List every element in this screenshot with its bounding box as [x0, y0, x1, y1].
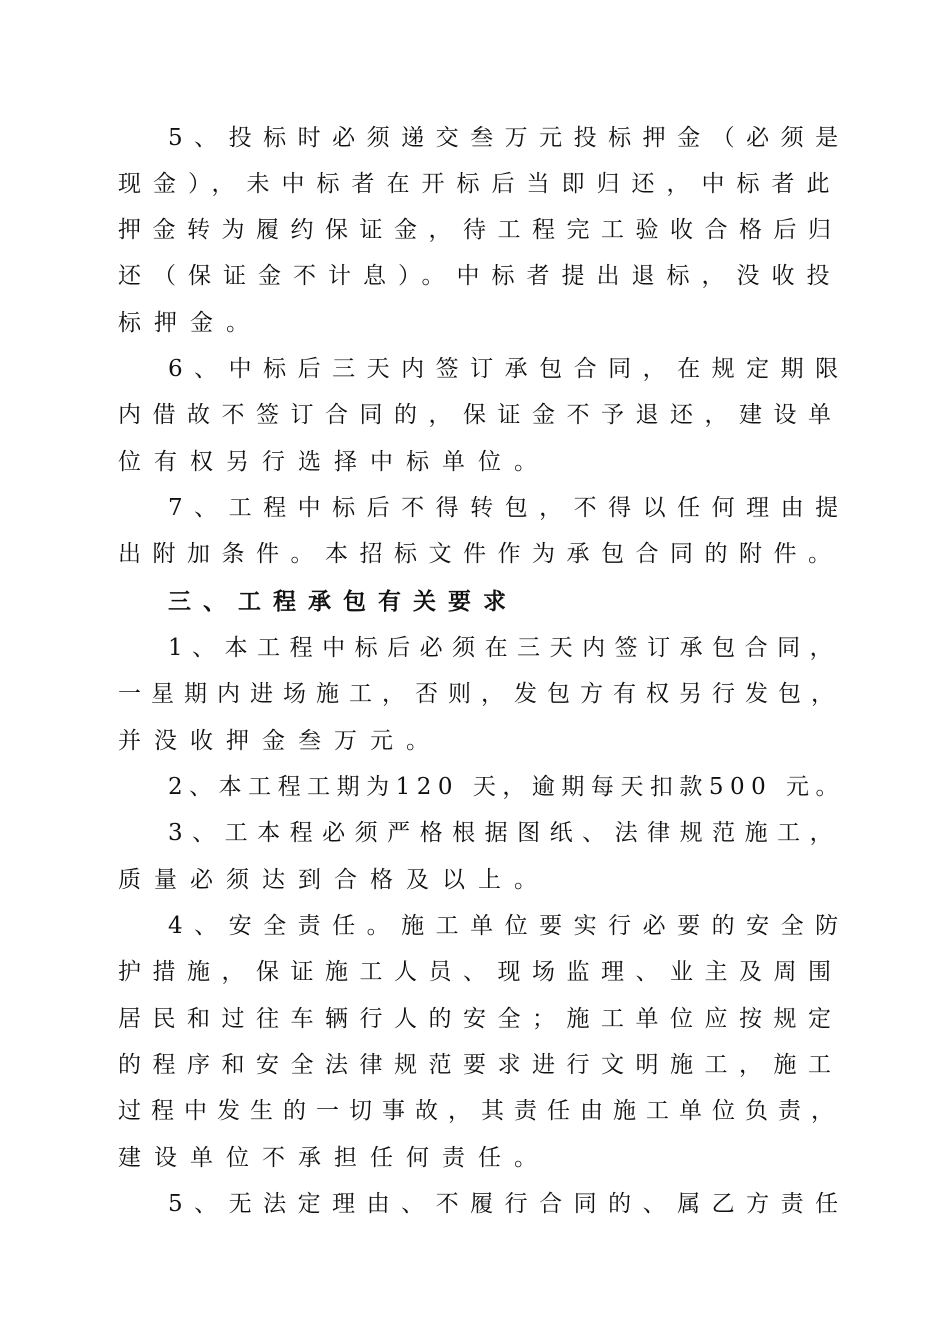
text-line: 3、工本程必须严格根据图纸、法律规范施工，	[168, 820, 843, 846]
text-line: 7、工程中标后不得转包，不得以任何理由提	[168, 495, 850, 521]
text-line: 过程中发生的一切事故，其责任由施工单位负责，	[118, 1098, 844, 1124]
text-line: 标押金。	[118, 310, 262, 336]
text-line: 并没收押金叁万元。	[118, 728, 442, 754]
text-line: 居民和过往车辆行人的安全；施工单位应按规定	[118, 1006, 843, 1032]
text-line: 的程序和安全法律规范要求进行文明施工，施工	[118, 1052, 843, 1078]
text-line: 一星期内进场施工，否则，发包方有权另行发包，	[118, 681, 844, 707]
text-line: 建设单位不承担任何责任。	[118, 1145, 550, 1171]
text-line: 出附加条件。本招标文件作为承包合同的附件。	[118, 541, 843, 567]
section-heading: 三、工程承包有关要求	[168, 588, 518, 615]
text-line: 护措施，保证施工人员、现场监理、业主及周围	[118, 959, 843, 985]
text-line: 2、本工程工期为120 天，逾期每天扣款500 元。	[168, 774, 846, 800]
text-line: 押金转为履约保证金，待工程完工验收合格后归	[118, 217, 843, 243]
text-line: 5、投标时必须递交叁万元投标押金（必须是	[168, 125, 850, 151]
text-line: 5、无法定理由、不履行合同的、属乙方责任	[168, 1191, 850, 1217]
text-line: 内借故不签订合同的，保证金不予退还，建设单	[118, 402, 843, 428]
text-line: 6、中标后三天内签订承包合同，在规定期限	[168, 356, 850, 382]
text-line: 1、本工程中标后必须在三天内签订承包合同，	[168, 635, 843, 661]
text-line: 4、安全责任。施工单位要实行必要的安全防	[168, 913, 850, 939]
text-line: 还（保证金不计息）。中标者提出退标，没收投	[118, 263, 842, 289]
text-line: 质量必须达到合格及以上。	[118, 867, 550, 893]
text-line: 现金），未中标者在开标后当即归还，中标者此	[118, 171, 842, 197]
text-line: 位有权另行选择中标单位。	[118, 449, 550, 475]
